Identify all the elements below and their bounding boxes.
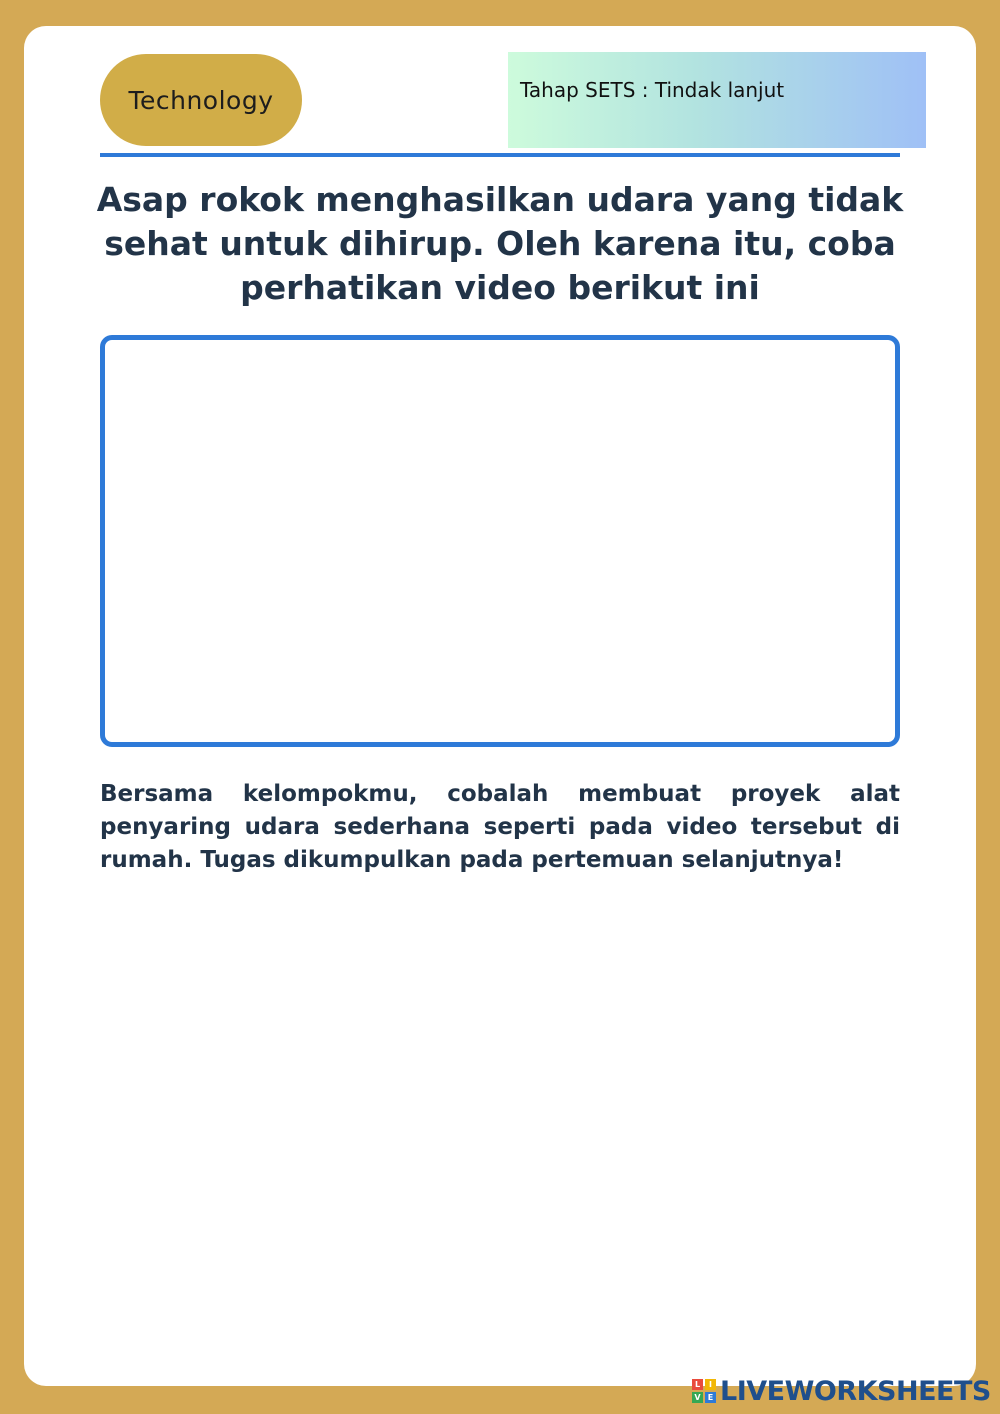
- page-heading: Asap rokok menghasilkan udara yang tidak sehat untuk dihirup. Oleh karena itu, coba perhatikan video berikut ini: [96, 180, 904, 307]
- video-embed-frame[interactable]: [100, 335, 900, 747]
- brand-name: LIVEWORKSHEETS: [720, 1375, 991, 1407]
- topic-badge-label: Technology: [128, 85, 274, 115]
- liveworksheets-logo: [692, 1374, 991, 1408]
- brand-letter-i: I: [705, 1379, 716, 1390]
- stage-banner: [508, 52, 926, 148]
- task-instruction: Bersama kelompokmu, cobalah membuat proyek alat penyaring udara sederhana seperti pada video tersebut di rumah. Tugas dikumpulkan pada pertemuan selanjutnya!: [100, 781, 900, 873]
- brand-mark-icon: [692, 1379, 716, 1403]
- brand-letter-l: L: [692, 1379, 703, 1390]
- brand-letter-v: V: [692, 1392, 703, 1403]
- stage-banner-label: Tahap SETS : Tindak lanjut: [520, 78, 785, 102]
- brand-letter-e: E: [705, 1392, 716, 1403]
- header-divider: [100, 153, 900, 157]
- topic-badge: [100, 54, 302, 146]
